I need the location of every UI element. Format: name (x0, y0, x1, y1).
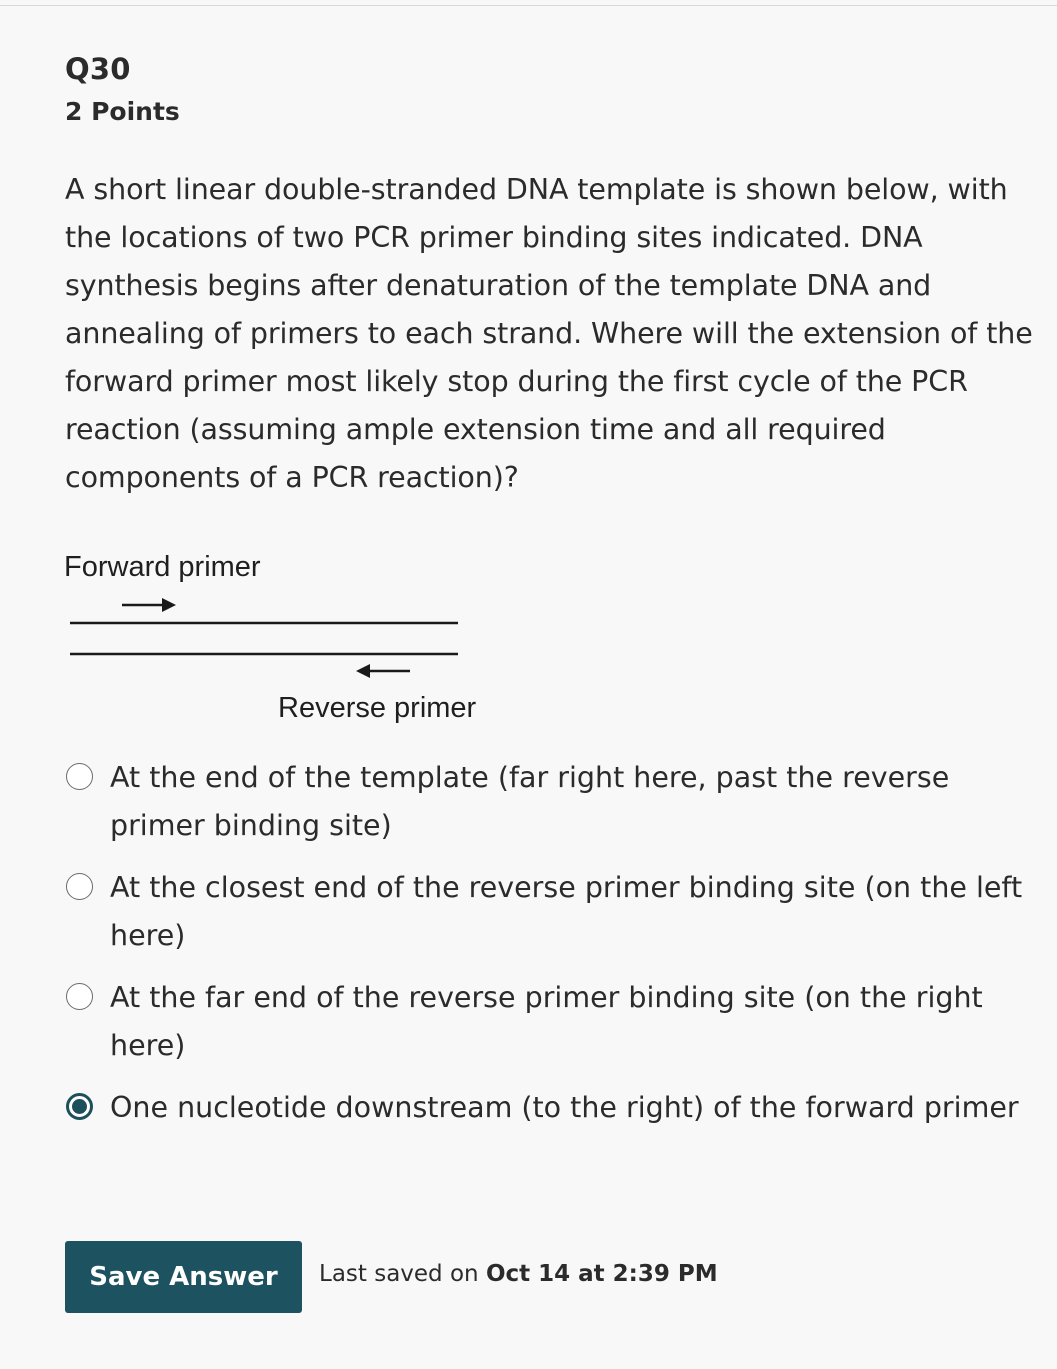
save-answer-button[interactable]: Save Answer (65, 1241, 302, 1313)
question-number: Q30 (65, 52, 131, 86)
radio-button-1[interactable] (66, 763, 93, 790)
answer-option-4[interactable] (65, 1084, 1045, 1132)
answer-option-label: At the closest end of the reverse primer binding site (on the left here) (110, 871, 1023, 952)
radio-button-2[interactable] (66, 873, 93, 900)
last-saved-status (319, 1261, 718, 1287)
last-saved-prefix: Last saved on (319, 1261, 479, 1287)
answer-option-3[interactable] (65, 974, 1045, 1070)
top-divider (0, 5, 1057, 6)
answer-option-label: One nucleotide downstream (to the right) of the forward primer (110, 1091, 1019, 1124)
answer-option-2[interactable] (65, 864, 1045, 960)
question-points: 2 Points (65, 97, 180, 126)
reverse-primer-label: Reverse primer (278, 692, 477, 724)
forward-primer-label: Forward primer (64, 551, 261, 583)
radio-button-3[interactable] (66, 983, 93, 1010)
answer-option-label: At the far end of the reverse primer binding site (on the right here) (110, 981, 983, 1062)
reverse-arrow-icon (356, 664, 410, 678)
answer-option-1[interactable] (65, 754, 1045, 850)
answer-options (65, 754, 1045, 1146)
forward-arrow-icon (122, 598, 176, 612)
last-saved-time: Oct 14 at 2:39 PM (485, 1261, 718, 1287)
radio-button-4-selected[interactable] (66, 1093, 93, 1120)
question-text: A short linear double-stranded DNA template is shown below, with the locations of two PCR primer binding sites indicated. DNA synthesis begins after denaturation of the template DNA and annealing of primers to each strand. Where will the extension of the forward primer most likely stop during the first cycle of the PCR reaction (assuming ample extension time and all required components of a PCR reaction)? (65, 173, 1033, 494)
answer-option-label: At the end of the template (far right here, past the reverse primer binding site) (110, 761, 950, 842)
dna-template-figure (60, 540, 510, 730)
